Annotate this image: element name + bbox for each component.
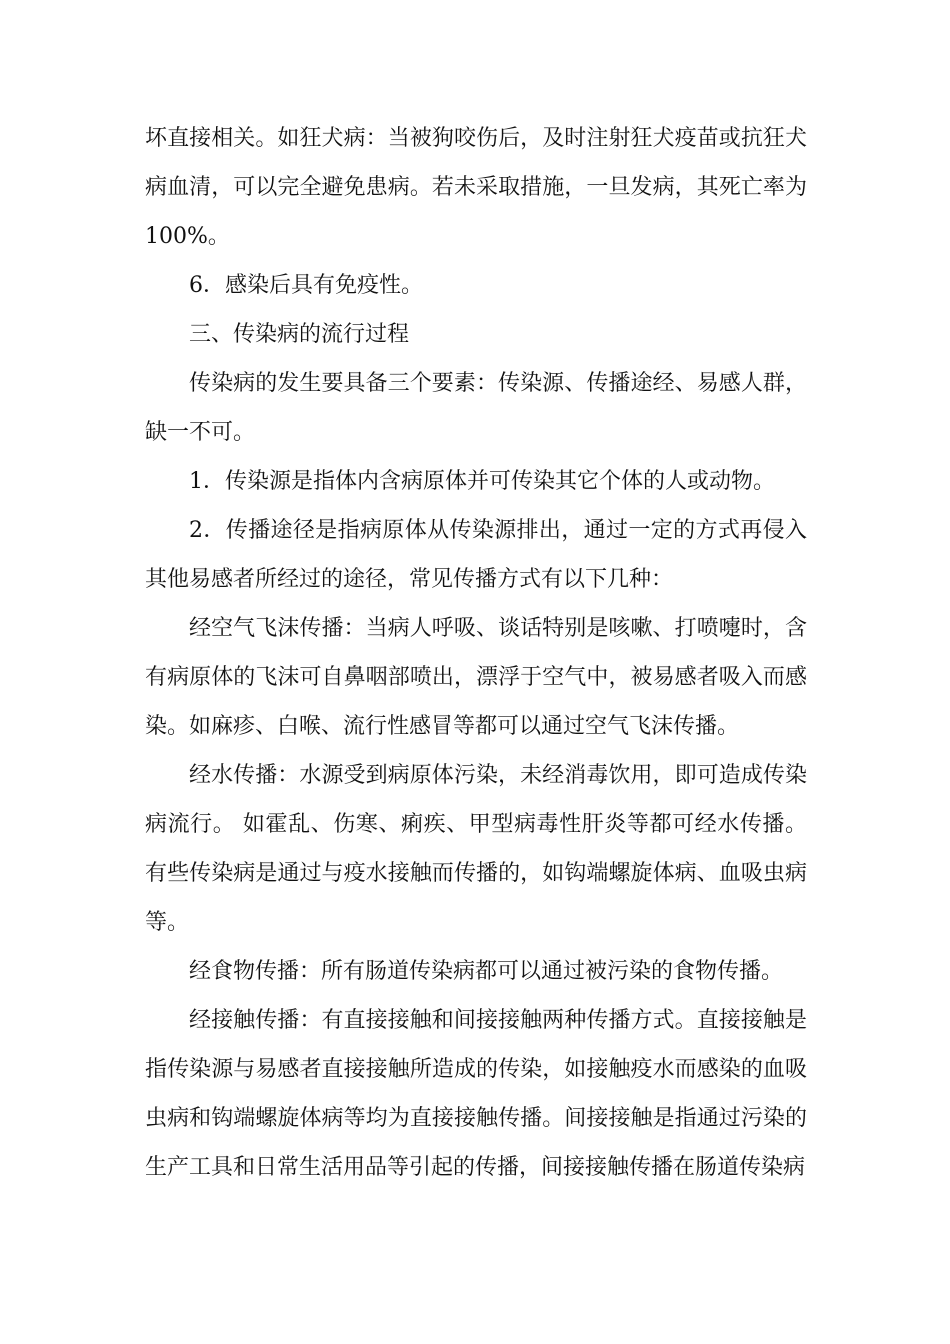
- body-text: [145, 114, 807, 1192]
- paragraph-waterborne: 经水传播：水源受到病原体污染，未经消毒饮用，即可造成传染病流行。 如霍乱、伤寒、痢疾、甲型病毒性肝炎等都可经水传播。有些传染病是通过与疫水接触而传播的，如钩端螺旋体病、血吸虫病等。: [145, 763, 807, 935]
- paragraph-infection-source: 1．传染源是指体内含病原体并可传染其它个体的人或动物。: [189, 469, 775, 494]
- paragraph-airborne: 经空气飞沫传播：当病人呼吸、谈话特别是咳嗽、打喷嚏时，含有病原体的飞沫可自鼻咽部喷出，漂浮于空气中，被易感者吸入而感染。如麻疹、白喉、流行性感冒等都可以通过空气飞沫传播。: [145, 616, 807, 739]
- paragraph-foodborne: 经食物传播：所有肠道传染病都可以通过被污染的食物传播。: [189, 959, 784, 984]
- section-heading-epidemic-process: 三、传染病的流行过程: [189, 322, 410, 347]
- paragraph-three-elements: 传染病的发生要具备三个要素：传染源、传播途经、易感人群，缺一不可。: [145, 371, 807, 445]
- paragraph-immunity: 6．感染后具有免疫性。: [189, 273, 423, 298]
- paragraph-transmission-route: 2．传播途径是指病原体从传染源排出，通过一定的方式再侵入其他易感者所经过的途径，常见传播方式有以下几种：: [145, 518, 807, 592]
- paragraph-rabies-continuation: 坏直接相关。如狂犬病：当被狗咬伤后，及时注射狂犬疫苗或抗狂犬病血清，可以完全避免患病。若未采取措施，一旦发病，其死亡率为100%。: [145, 126, 807, 249]
- paragraph-contact: 经接触传播：有直接接触和间接接触两种传播方式。直接接触是指传染源与易感者直接接触所造成的传染，如接触疫水而感染的血吸虫病和钩端螺旋体病等均为直接接触传播。间接接触是指通过污染的生产工具和日常生活用品等引起的传播，间接接触传播在肠道传染病: [145, 1008, 807, 1180]
